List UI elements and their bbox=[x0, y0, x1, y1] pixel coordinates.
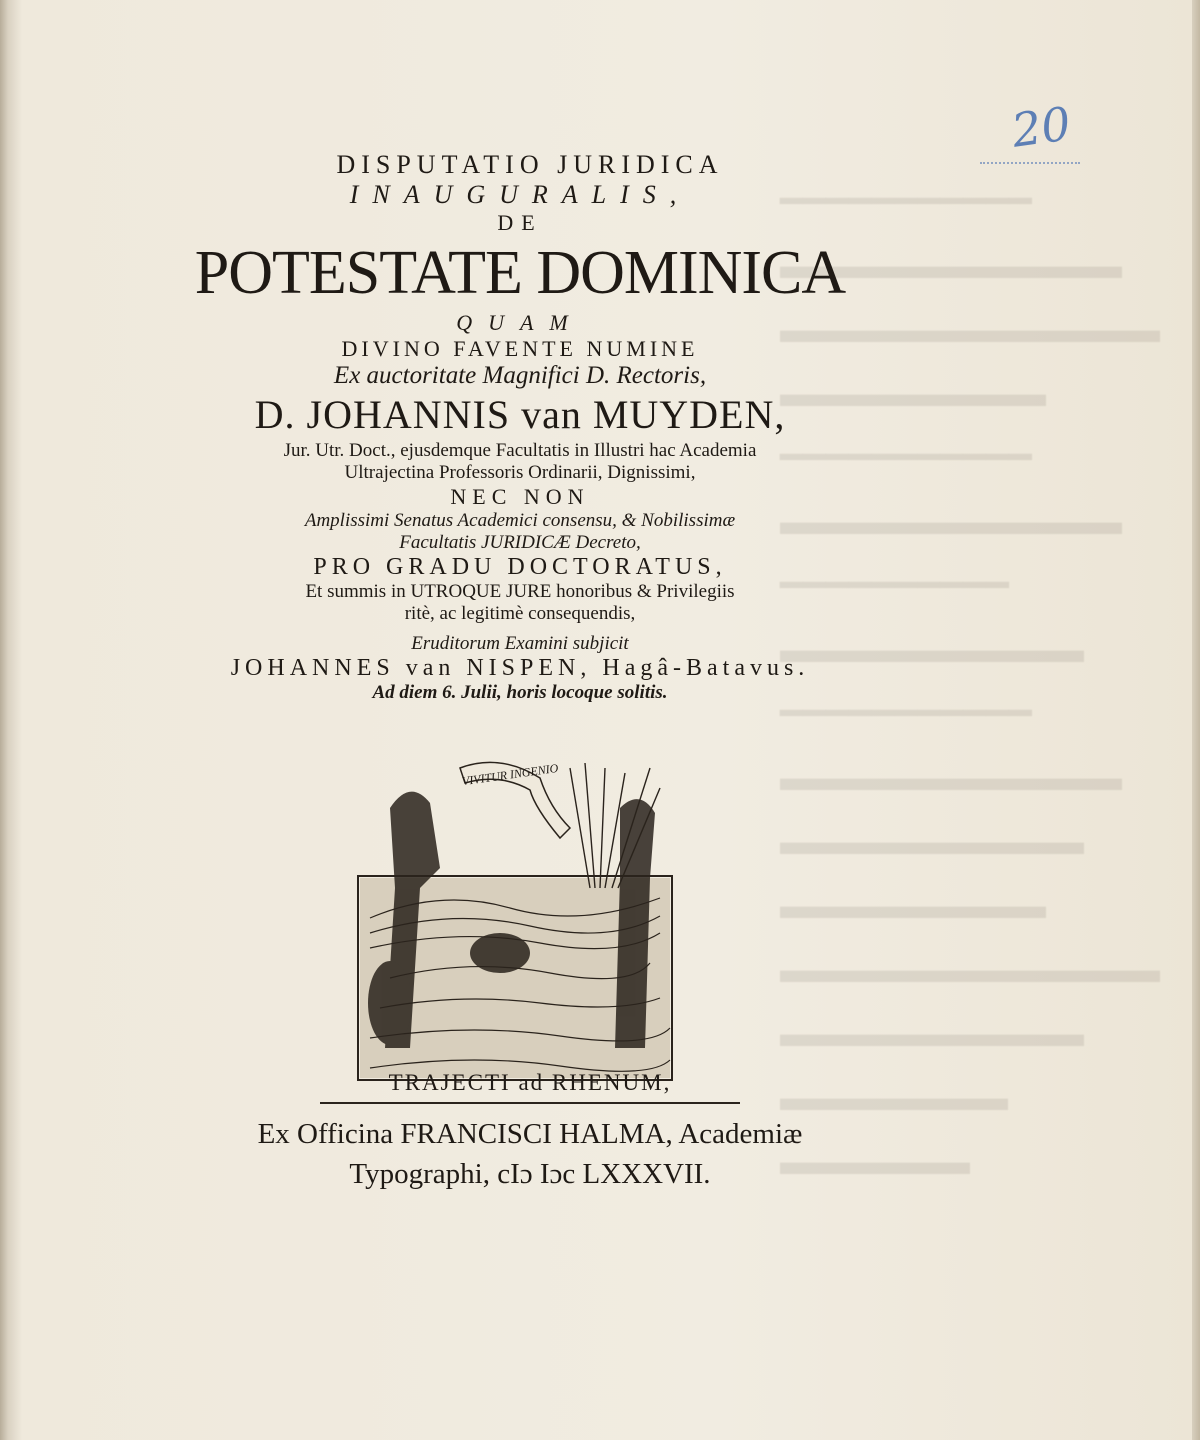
imprint-date: Typographi, cIɔ Iɔc LXXXVII. bbox=[349, 1158, 711, 1190]
title-line-divino: DIVINO FAVENTE NUMINE bbox=[341, 336, 699, 361]
imprint-office: Ex Officina FRANCISCI HALMA, Academiæ bbox=[257, 1118, 803, 1150]
honours-line-2: ritè, ac legitimè consequendis, bbox=[404, 603, 636, 624]
imprint-block bbox=[180, 1070, 880, 1194]
date-line: Ad diem 6. Julii, horis locoque solitis. bbox=[372, 682, 668, 703]
honours-line-1: Et summis in UTROQUE JURE honoribus & Privilegiis bbox=[305, 581, 735, 602]
page-edge bbox=[1192, 0, 1200, 1440]
imprint-place: TRAJECTI ad RHENUM, bbox=[388, 1070, 672, 1095]
examini-line: Eruditorum Examini subjicit bbox=[411, 633, 629, 654]
bleed-through-text: ━━━━━━━━━━━ ▬▬▬▬▬▬▬▬▬ ▬▬▬▬▬▬▬▬▬▬ ▬▬▬▬▬▬▬ ━━━━━━━━━━━ ▬▬▬▬▬▬▬▬▬ ━━━━━━━━━━ ▬▬▬▬▬▬▬▬ ━━━━━━━━━━━ ▬▬▬▬▬▬▬▬▬ ▬▬▬▬▬▬▬▬ ▬▬▬▬▬▬▬ ▬▬▬▬▬▬▬▬▬▬ ▬▬▬▬▬▬▬▬ ▬▬▬▬▬▬ ▬▬▬▬▬ bbox=[780, 181, 1160, 1183]
printers-woodcut-device bbox=[350, 748, 680, 1086]
faculty-line: Facultatis JURIDICÆ Decreto, bbox=[399, 532, 641, 553]
rector-title-line-1: Jur. Utr. Doct., ejusdemque Facultatis in Illustri hac Academia bbox=[283, 440, 757, 461]
rector-title-line-2: Ultrajectina Professoris Ordinarii, Dignissimi, bbox=[344, 462, 696, 483]
degree-line: PRO GRADU DOCTORATUS, bbox=[313, 554, 727, 580]
title-line-disputatio: DISPUTATIO JURIDICA bbox=[336, 150, 724, 179]
imprint-rule bbox=[320, 1102, 740, 1104]
rector-name: D. JOHANNIS van MUYDEN, bbox=[254, 392, 786, 437]
title-line-necnon: NEC NON bbox=[450, 484, 590, 509]
pencil-shelfmark: 20 bbox=[1008, 96, 1075, 158]
title-line-quam: QUAM bbox=[456, 310, 584, 335]
woodcut-banner-text: VIVITUR INGENIO bbox=[461, 760, 560, 789]
title-line-inauguralis: INAUGURALIS, bbox=[349, 180, 691, 209]
title-line-de: DE bbox=[497, 210, 543, 235]
title-line-auctoritate: Ex auctoritate Magnifici D. Rectoris, bbox=[333, 362, 707, 389]
author-line: JOHANNES van NISPEN, Hagâ-Batavus. bbox=[230, 655, 810, 681]
main-title: POTESTATE DOMINICA bbox=[194, 239, 846, 307]
senate-line: Amplissimi Senatus Academici consensu, & Nobilissimæ bbox=[304, 510, 736, 531]
shelfmark-underline bbox=[980, 162, 1080, 166]
title-block bbox=[150, 150, 890, 704]
